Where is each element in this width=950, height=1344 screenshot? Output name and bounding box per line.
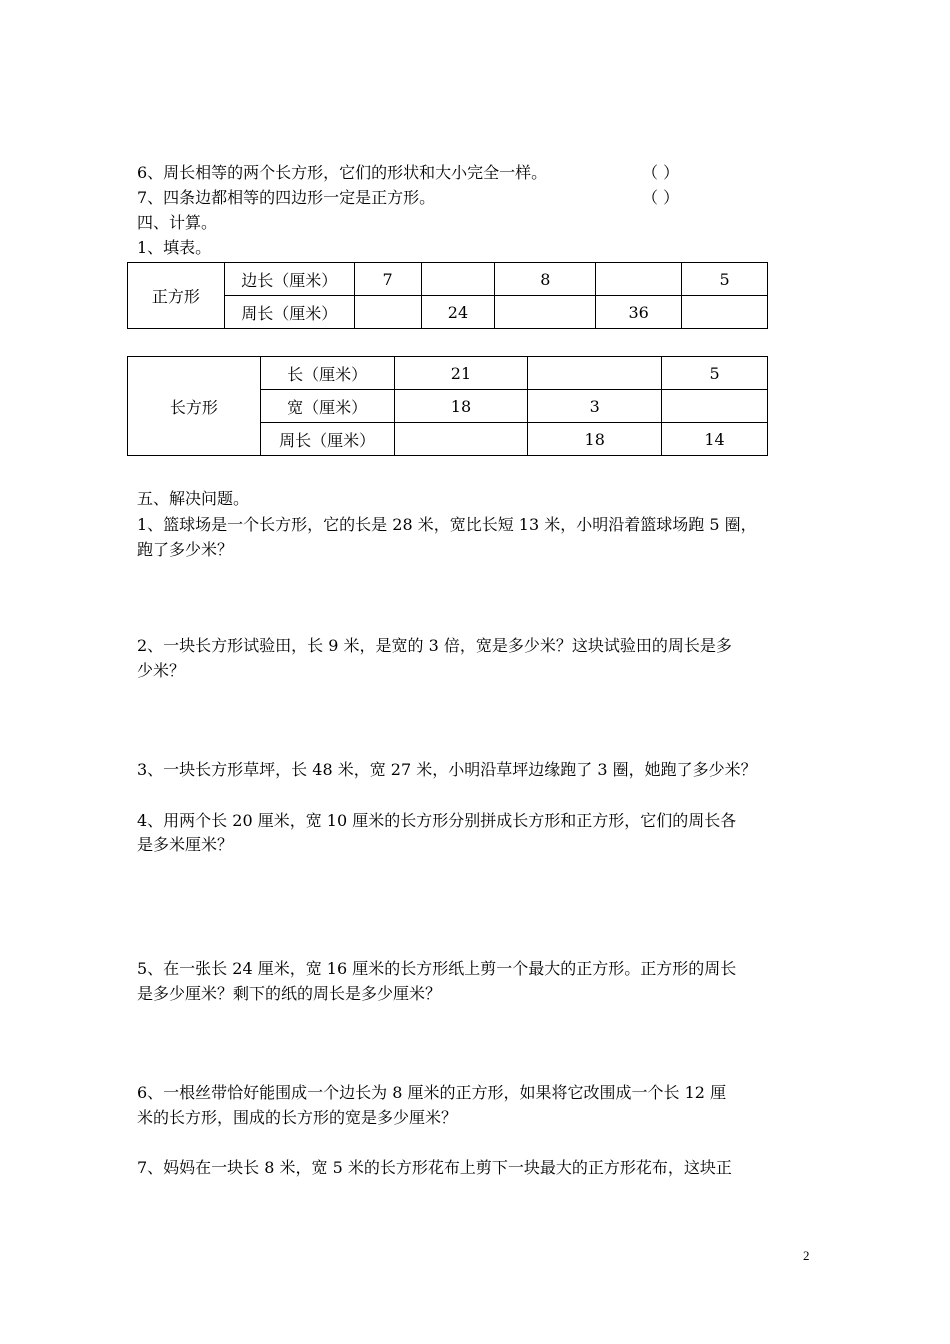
problem-1-line-1: 1、篮球场是一个长方形，它的长是 28 米，宽比长短 13 米，小明沿着篮球场跑 5 圈， xyxy=(137,515,757,534)
table-cell[interactable] xyxy=(354,296,421,329)
table-cell[interactable] xyxy=(528,357,662,390)
problem-5-line-1: 5、在一张长 24 厘米，宽 16 厘米的长方形纸上剪一个最大的正方形。正方形的周长 xyxy=(137,959,737,978)
table-cell[interactable]: 3 xyxy=(528,390,662,423)
square-table xyxy=(127,262,768,329)
judgement-item-6: 6、周长相等的两个长方形，它们的形状和大小完全一样。 xyxy=(137,163,548,182)
problem-6-line-1: 6、一根丝带恰好能围成一个边长为 8 厘米的正方形，如果将它改围成一个长 12 厘 xyxy=(137,1083,727,1102)
section-4-sub1: 1、填表。 xyxy=(137,238,212,257)
table-cell[interactable]: 8 xyxy=(495,263,596,296)
table-cell[interactable]: 24 xyxy=(421,296,495,329)
table-cell[interactable]: 5 xyxy=(662,357,768,390)
table-cell[interactable] xyxy=(662,390,768,423)
table-cell[interactable]: 18 xyxy=(394,390,528,423)
answer-blank-7[interactable]: （ ） xyxy=(642,188,680,207)
problem-5-line-2: 是多少厘米？剩下的纸的周长是多少厘米？ xyxy=(137,984,442,1003)
section-4-title: 四、计算。 xyxy=(137,213,218,232)
table-cell[interactable]: 14 xyxy=(662,423,768,456)
table-header: 周长（厘米） xyxy=(260,423,394,456)
problem-2-line-1: 2、一块长方形试验田，长 9 米，是宽的 3 倍，宽是多少米？这块试验田的周长是多 xyxy=(137,636,732,655)
table-cell[interactable]: 7 xyxy=(354,263,421,296)
problem-4-line-1: 4、用两个长 20 厘米，宽 10 厘米的长方形分别拼成长方形和正方形，它们的周长各 xyxy=(137,811,737,830)
page-number: 2 xyxy=(803,1248,810,1263)
table-header: 边长（厘米） xyxy=(224,263,354,296)
table-cell[interactable] xyxy=(394,423,528,456)
table-header: 长（厘米） xyxy=(260,357,394,390)
table-cell[interactable] xyxy=(596,263,682,296)
table-cell[interactable]: 5 xyxy=(682,263,768,296)
table-header: 周长（厘米） xyxy=(224,296,354,329)
square-row-label: 正方形 xyxy=(128,263,225,329)
table-cell[interactable] xyxy=(682,296,768,329)
answer-blank-6[interactable]: （ ） xyxy=(642,163,680,182)
table-cell[interactable]: 21 xyxy=(394,357,528,390)
table-cell[interactable]: 36 xyxy=(596,296,682,329)
problem-1-line-2: 跑了多少米？ xyxy=(137,540,234,559)
table-header: 宽（厘米） xyxy=(260,390,394,423)
problem-3-line-1: 3、一块长方形草坪，长 48 米，宽 27 米，小明沿草坪边缘跑了 3 圈，她跑了多少米？ xyxy=(137,760,757,779)
problem-2-line-2: 少米？ xyxy=(137,661,186,680)
rectangle-table xyxy=(127,356,768,456)
problem-4-line-2: 是多米厘米？ xyxy=(137,835,234,854)
table-cell[interactable] xyxy=(495,296,596,329)
problem-6-line-2: 米的长方形，围成的长方形的宽是多少厘米？ xyxy=(137,1108,458,1127)
problem-7-line-1: 7、妈妈在一块长 8 米，宽 5 米的长方形花布上剪下一块最大的正方形花布，这块正 xyxy=(137,1158,732,1177)
judgement-item-7: 7、四条边都相等的四边形一定是正方形。 xyxy=(137,188,436,207)
table-cell[interactable]: 18 xyxy=(528,423,662,456)
rectangle-row-label: 长方形 xyxy=(128,357,261,456)
section-5-title: 五、解决问题。 xyxy=(137,489,250,508)
table-cell[interactable] xyxy=(421,263,495,296)
